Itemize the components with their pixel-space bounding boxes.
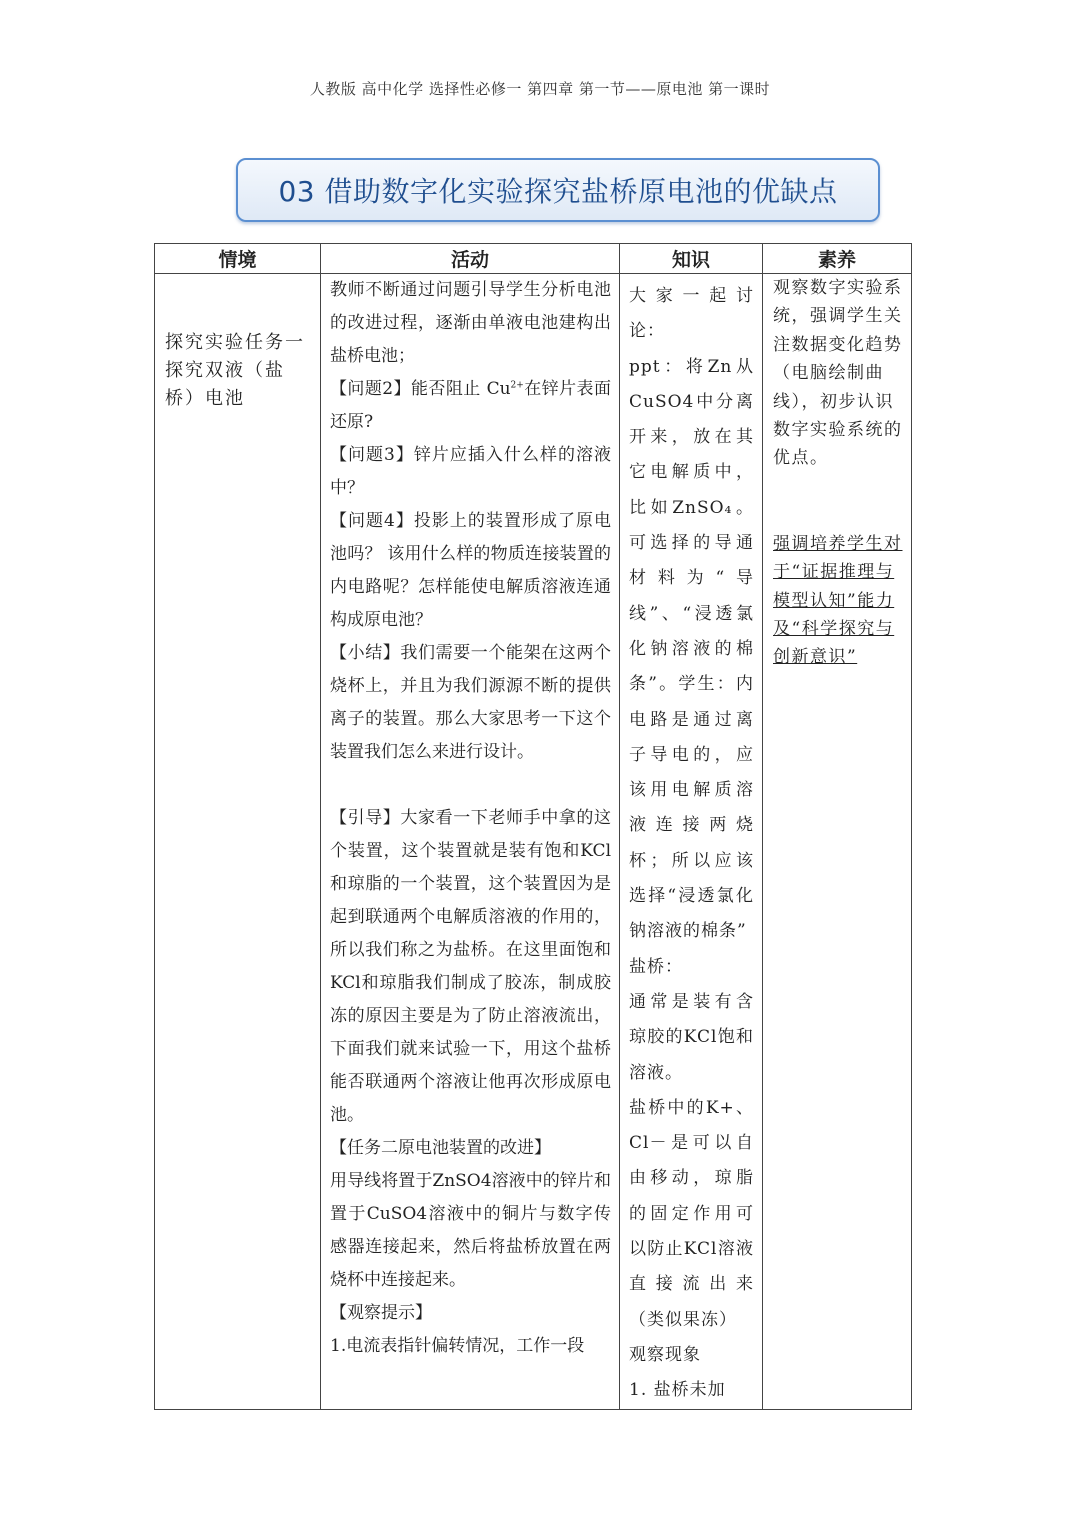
activity-summary: 【小结】我们需要一个能架在这两个烧杯上，并且为我们源源不断的提供离子的装置。那么大家思考一下这个装置我们怎么来进行设计。 <box>330 643 611 762</box>
activity-question-4: 【问题4】投影上的装置形成了原电池吗？ 该用什么样的物质连接装置的内电路呢？怎样能使电解质溶液连通构成原电池？ <box>330 511 611 630</box>
activity-question-2 <box>330 373 611 439</box>
knowledge-discuss: 大家一起讨论： <box>629 286 754 342</box>
activity-observe-1: 1.电流表指针偏转情况，工作一段 <box>330 1336 585 1356</box>
literacy-emphasis: 强调培养学生对于“证据推理与模型认知”能力及“科学探究与创新意识” <box>773 533 903 668</box>
knowledge-ions: 盐桥中的K+、Cl－是可以自由移动，琼脂的固定作用可以防止KCl溶液直接流出来（类似果冻） <box>629 1097 754 1330</box>
knowledge-cell <box>620 274 763 1410</box>
knowledge-observe-1: 1. 盐桥未加 <box>629 1380 726 1401</box>
activity-cell <box>321 274 620 1410</box>
activity-observe-tip: 【观察提示】 <box>330 1303 432 1323</box>
spacer <box>330 769 611 802</box>
section-title: 03 借助数字化实验探究盐桥原电池的优缺点 <box>278 175 838 208</box>
knowledge-salt-bridge: 盐桥： <box>629 956 683 977</box>
activity-guide: 【引导】大家看一下老师手中拿的这个装置，这个装置就是装有饱和KCl和琼脂的一个装置，这个装置因为是起到联通两个电解质溶液的作用的，所以我们称之为盐桥。在这里面饱和KCl和琼脂我们制成了胶冻，制成胶冻的原因主要是为了防止溶液流出，下面我们就来试验一下，用这个盐桥能否联通两个溶液让他再次形成原电池。 <box>330 808 611 1125</box>
table-header-row <box>155 244 912 274</box>
activity-task-2: 【任务二原电池装置的改进】 <box>330 1138 551 1158</box>
header-knowledge: 知识 <box>620 244 763 274</box>
knowledge-observe: 观察现象 <box>629 1344 701 1365</box>
literacy-observe: 观察数字实验系统，强调学生关注数据变化趋势（电脑绘制曲线），初步认识数字实验系统的优点。 <box>773 278 903 469</box>
knowledge-ppt: ppt：将Zn从CuSO4中分离开来，放在其它电解质中，比如ZnSO₄。可选择的导通材料为“导线”、“浸透氯化钠溶液的棉条”。学生：内电路是通过离子导电的，应该用电解质溶液连接两烧杯；所以应该选择“浸透氯化钠溶液的棉条” <box>629 356 754 942</box>
activity-task-2-body: 用导线将置于ZnSO4溶液中的锌片和置于CuSO4溶液中的铜片与数字传感器连接起来，然后将盐桥放置在两烧杯中连接起来。 <box>330 1171 611 1290</box>
activity-question-3: 【问题3】锌片应插入什么样的溶液中？ <box>330 445 611 498</box>
page-header: 人教版 高中化学 选择性必修一 第四章 第一节——原电池 第一课时 <box>309 80 771 98</box>
literacy-cell <box>763 274 912 1410</box>
q2-text-pre: 【问题2】能否阻止 Cu <box>330 379 511 399</box>
knowledge-salt-bridge-def: 通常是装有含琼胶的KCl饱和溶液。 <box>629 991 754 1083</box>
header-literacy: 素养 <box>763 244 912 274</box>
header-context: 情境 <box>155 244 321 274</box>
q2-superscript: 2+ <box>510 380 524 391</box>
header-activity: 活动 <box>321 244 620 274</box>
context-cell: 探究实验任务一探究双液（盐桥）电池 <box>155 274 321 1410</box>
section-title-box <box>236 158 880 222</box>
activity-intro: 教师不断通过问题引导学生分析电池的改进过程，逐渐由单液电池建构出盐桥电池； <box>330 280 611 366</box>
q2-text-post: 在锌片表面还原? <box>330 379 611 432</box>
lesson-table <box>154 243 912 1410</box>
table-row <box>155 274 912 1410</box>
